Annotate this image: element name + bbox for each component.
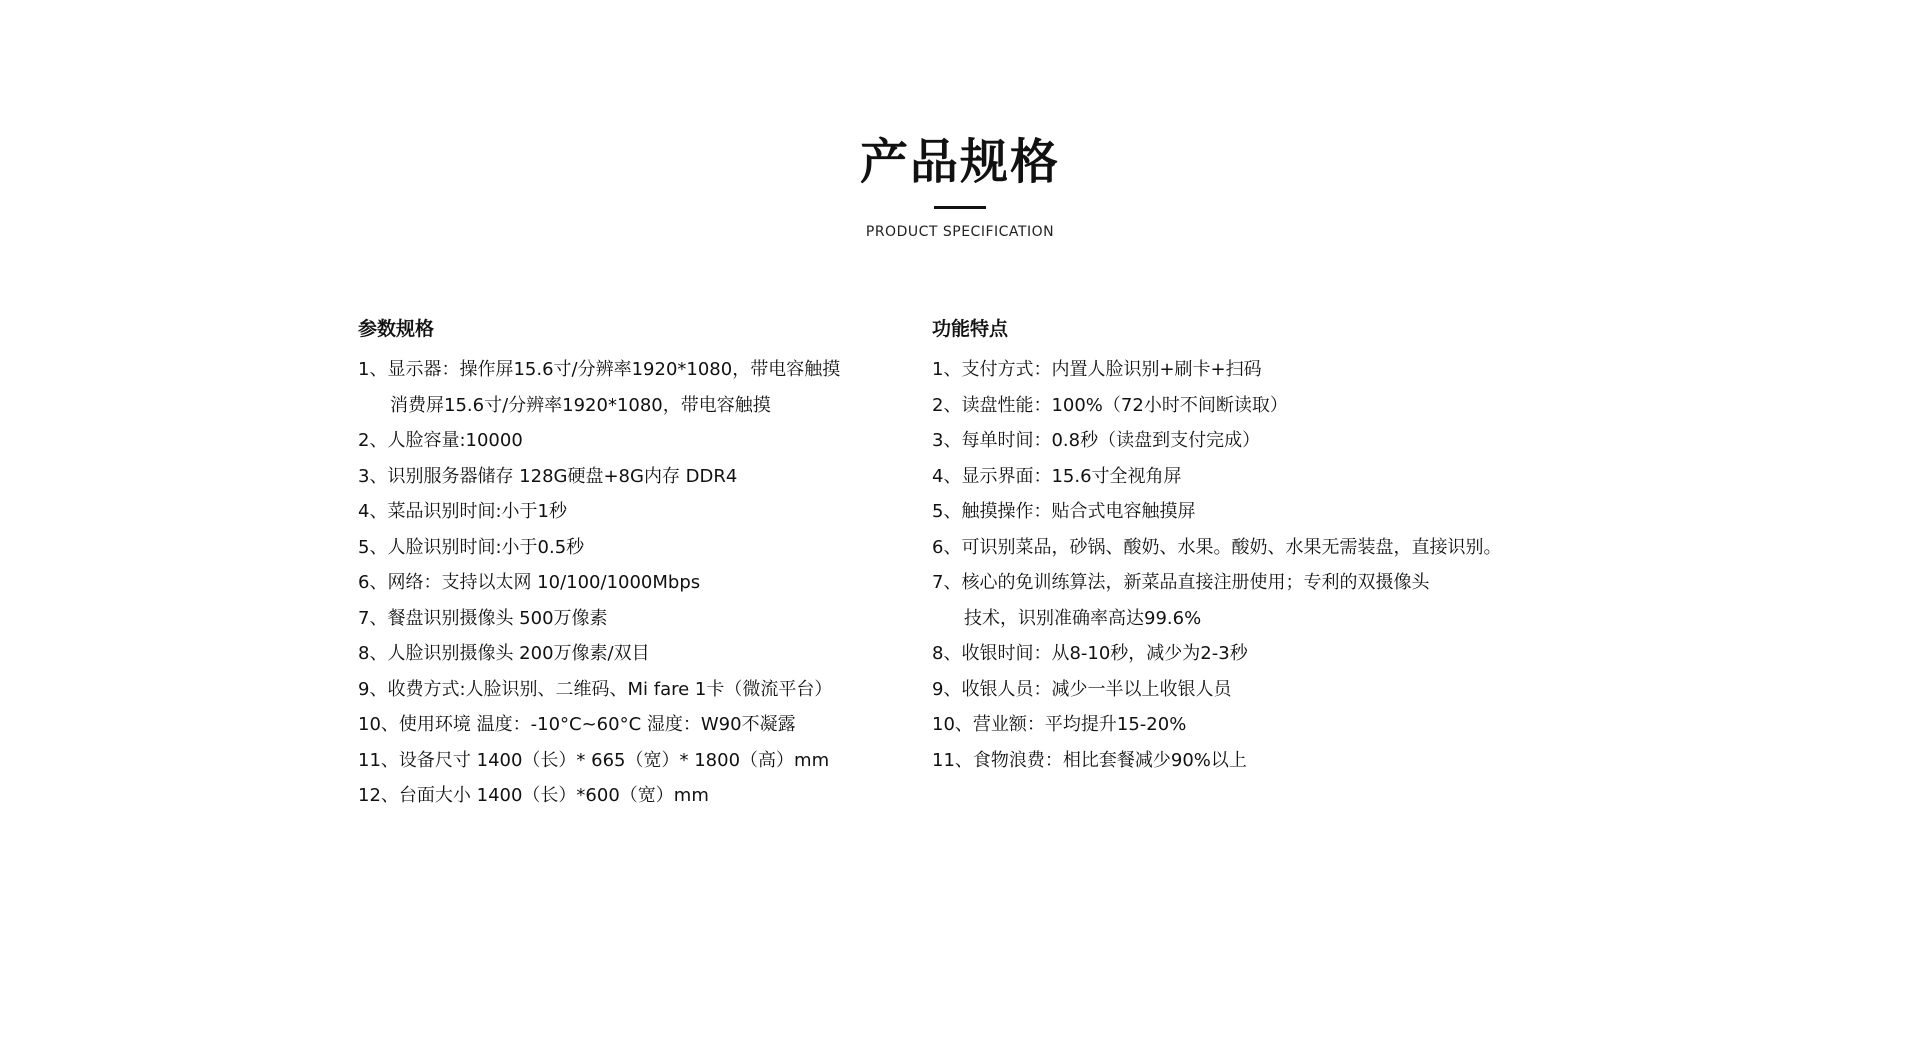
feature-item: 11、食物浪费：相比套餐减少90%以上 [932,749,1247,771]
feature-item: 6、可识别菜品，砂锅、酸奶、水果。酸奶、水果无需装盘，直接识别。 [932,536,1502,558]
spec-item: 7、餐盘识别摄像头 500万像素 [358,607,608,629]
spec-item: 5、人脸识别时间:小于0.5秒 [358,536,585,558]
title-divider [934,206,986,209]
feature-item: 8、收银时间：从8-10秒，减少为2-3秒 [932,643,1248,664]
feature-item: 2、读盘性能：100%（72小时不间断读取） [932,394,1288,416]
spec-item: 6、网络：支持以太网 10/100/1000Mbps [358,572,701,593]
feature-item: 5、触摸操作：贴合式电容触摸屏 [932,501,1196,522]
page-subtitle: PRODUCT SPECIFICATION [865,224,1055,240]
feature-item: 10、营业额：平均提升15-20% [932,714,1187,735]
spec-item: 11、设备尺寸 1400（长）* 665（宽）* 1800（高）mm [358,749,830,771]
spec-parameters-section [358,316,918,814]
spec-item: 9、收费方式:人脸识别、二维码、Mi fare 1卡（微流平台） [358,678,833,700]
feature-item: 4、显示界面：15.6寸全视角屏 [932,465,1182,487]
page-title: 产品规格 [859,134,1060,190]
feature-item: 3、每单时间：0.8秒（读盘到支付完成） [932,430,1261,451]
spec-item: 10、使用环境 温度：-10°C~60°C 湿度：W90不凝露 [358,714,796,735]
feature-item: 9、收银人员：减少一半以上收银人员 [932,678,1232,700]
spec-item: 12、台面大小 1400（长）*600（宽）mm [358,785,709,806]
spec-parameters-heading: 参数规格 [358,318,435,340]
spec-item: 4、菜品识别时间:小于1秒 [358,501,567,522]
spec-item: 8、人脸识别摄像头 200万像素/双目 [358,643,650,664]
feature-item: 1、支付方式：内置人脸识别+刷卡+扫码 [932,359,1262,380]
feature-item: 7、核心的免训练算法，新菜品直接注册使用；专利的双摄像头 技术，识别准确率高达99.6% [932,572,1430,629]
features-section [932,316,1572,778]
features-heading: 功能特点 [932,318,1009,340]
spec-item: 2、人脸容量:10000 [358,430,523,451]
spec-item: 1、显示器：操作屏15.6寸/分辨率1920*1080，带电容触摸 消费屏15.6寸/分辨率1920*1080，带电容触摸 [358,359,841,416]
spec-item: 3、识别服务器储存 128G硬盘+8G内存 DDR4 [358,465,738,487]
page-header [0,132,1920,241]
